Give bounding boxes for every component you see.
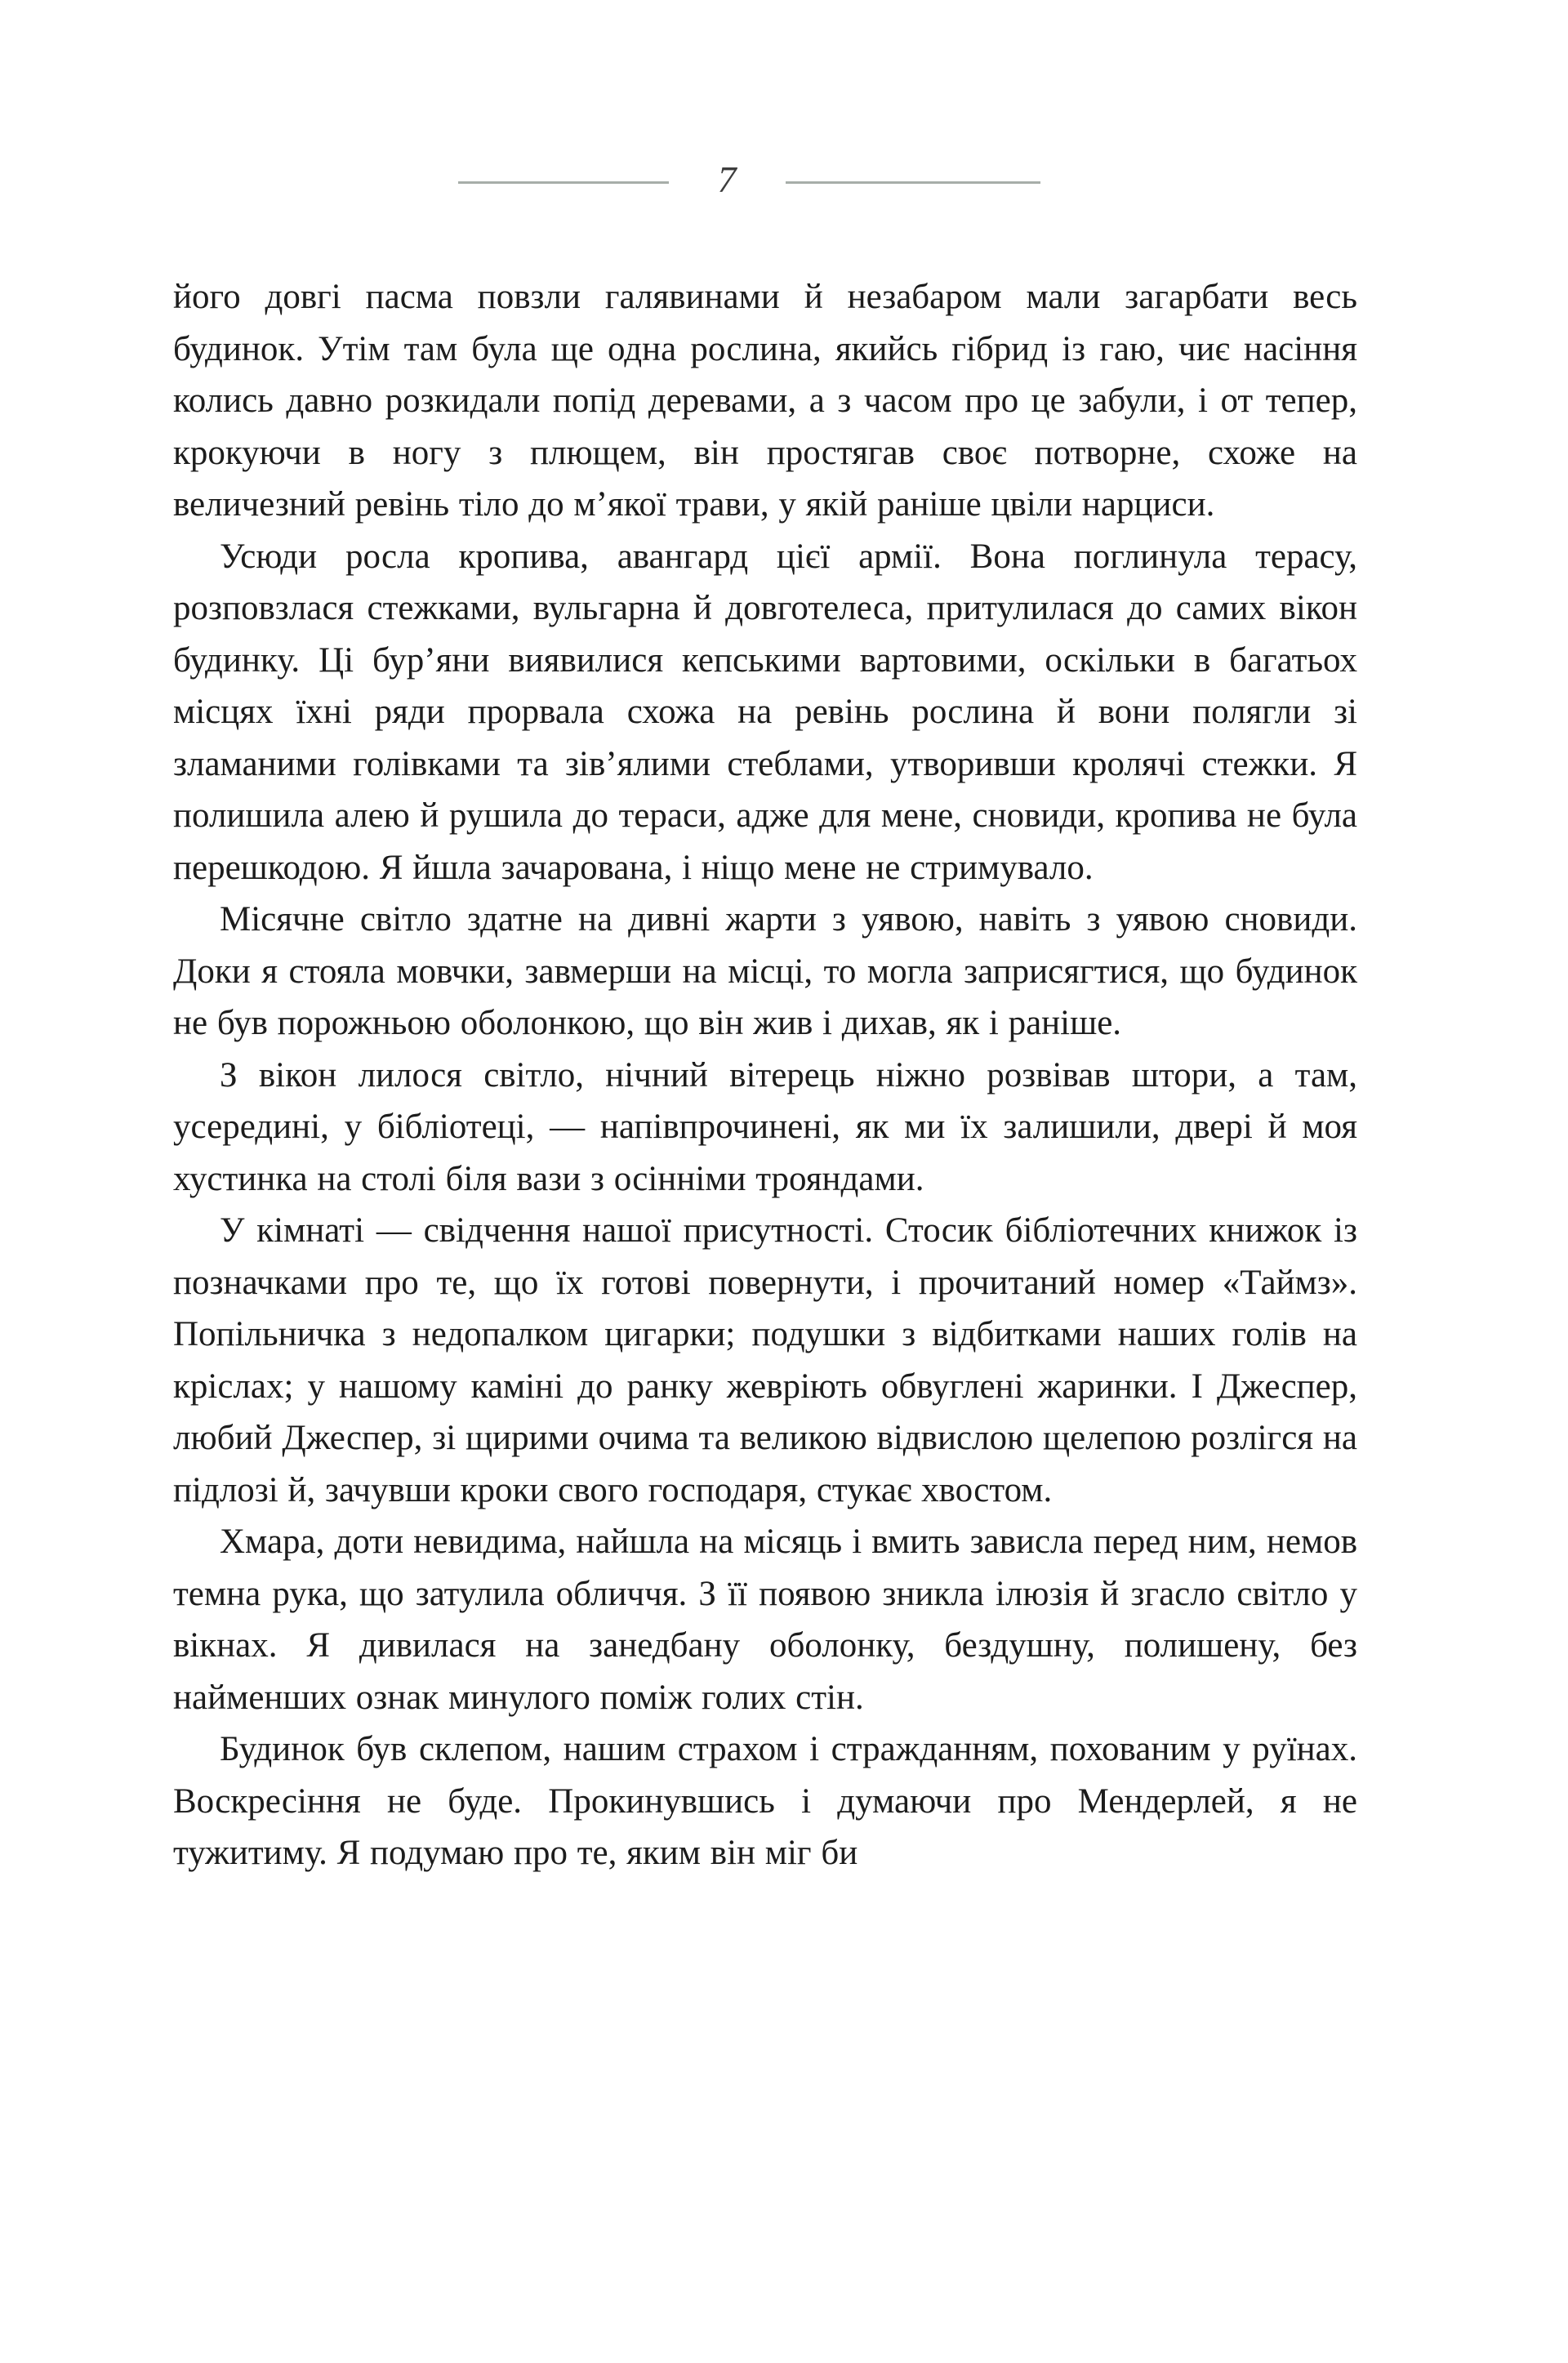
page-header (0, 158, 1498, 201)
paragraph: Хмара, доти невидима, найшла на місяць і вмить зависла перед ним, немов темна рука, що затулила обличчя. З її появою зникла ілюзія й згасло світло у вікнах. Я дивилася на занедбану оболонку, бездушну, полишену, без найменших ознак минулого поміж голих стін. (173, 1523, 1357, 1717)
body-text (173, 271, 1357, 1879)
paragraph: У кімнаті — свідчення нашої присутності. Стосик бібліотечних книжок із позначками про те, що їх готові повернути, і прочитаний номер «Таймз». Попільничка з недопалком цигарки; подушки з відбитками наших голів на кріслах; у нашому каміні до ранку жевріють обвуглені жаринки. І Джеспер, любий Джеспер, зі щирими очима та великою відвислою щелепою розлігся на підлозі й, зачувши кроки свого господаря, стукає хвостом. (173, 1211, 1357, 1509)
paragraph: З вікон лилося світло, нічний вітерець ніжно розвівав штори, а там, усередині, у бібліотеці, — напівпрочинені, як ми їх залишили, двері й моя хустинка на столі біля вази з осінніми трояндами. (173, 1055, 1357, 1198)
paragraph: Місячне світло здатне на дивні жарти з уявою, навіть з уявою сновиди. Доки я стояла мовчки, завмерши на місці, то могла заприсягтися, що будинок не був порожньою оболонкою, що він жив і дихав, як і раніше. (173, 900, 1357, 1042)
header-rule-right (786, 181, 1040, 184)
paragraph: його довгі пасма повзли галявинами й незабаром мали загарбати весь будинок. Утім там була ще одна рослина, якийсь гібрид із гаю, чиє насіння колись давно розкидали попід деревами, а з часом про це забули, і от тепер, крокуючи в ногу з плющем, він простягав своє потворне, схоже на величезний ревінь тіло до м’якої трави, у якій раніше цвіли нарциси. (173, 278, 1357, 524)
page-number: 7 (717, 158, 737, 200)
paragraph: Будинок був склепом, нашим страхом і стражданням, похованим у руїнах. Воскресіння не буде. Прокинувшись і думаючи про Мендерлей, я не тужитиму. Я подумаю про те, яким він міг би (173, 1730, 1357, 1872)
header-rule-left (458, 181, 669, 184)
paragraph: Усюди росла кропива, авангард цієї армії. Вона поглинула терасу, розповзлася стежками, вульгарна й довготелеса, притулилася до самих вікон будинку. Ці бур’яни виявилися кепськими вартовими, оскільки в багатьох місцях їхні ряди прорвала схожа на ревінь рослина й вони полягли зі зламаними голівками та зів’ялими стеблами, утворивши кролячі стежки. Я полишила алею й рушила до тераси, адже для мене, сновиди, кропива не була перешкодою. Я йшла зачарована, і ніщо мене не стримувало. (173, 537, 1357, 887)
